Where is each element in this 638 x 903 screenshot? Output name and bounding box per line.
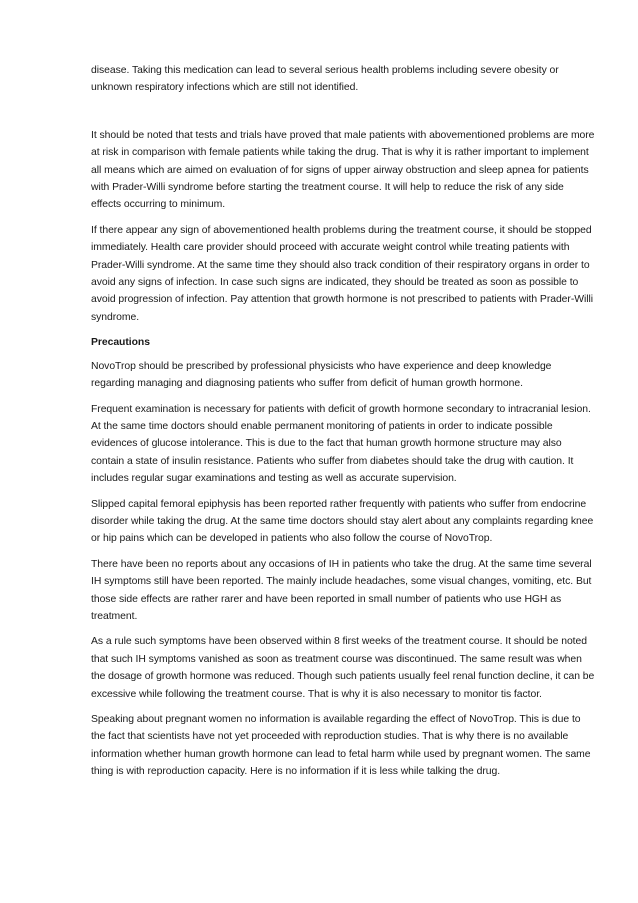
paragraph-epiphysis: Slipped capital femoral epiphysis has been reported rather frequently with patients who suffer from endocrine disorder while taking the drug. At the same time doctors should stay alert about any complaints regarding knee or hip pains which can be developed in patients who also follow the course of NovoTrop. xyxy=(91,498,594,545)
paragraph-examination: Frequent examination is necessary for patients with deficit of growth hormone secondary to intracranial lesion. At the same time doctors should enable permanent monitoring of patients in order to indicate possible evidences of glucose intolerance. This is due to the fact that human growth hormone structure may also contain a state of insulin resistance. Patients who suffer from diabetes should take the drug with caution. It includes regular sugar examinations and testing as well as accurate supervision. xyxy=(91,403,591,485)
paragraph-pregnancy: Speaking about pregnant women no information is available regarding the effect of NovoTrop. This is due to the fact that scientists have not yet proceeded with reproduction studies. That is why there is no available information whether human growth hormone can lead to fetal harm while used by pregnant women. The same thing is with reproduction capacity. Here is no information if it is less while talking the drug. xyxy=(91,714,591,778)
paragraph-airway-risk: It should be noted that tests and trials have proved that male patients with abovementioned problems are more at risk in comparison with female patients while taking the drug. That is why it is rather important to implement all means which are aimed on evaluation of for signs of upper airway obstruction and sleep apnea for patients with Prader-Willi syndrome before starting the treatment course. It will help to reduce the risk of any side effects occurring to minimum. xyxy=(91,129,595,211)
document-body xyxy=(91,62,596,789)
paragraph-continuation: disease. Taking this medication can lead to several serious health problems including severe obesity or unknown respiratory infections which are still not identified. xyxy=(91,65,559,94)
paragraph-stop-treatment: If there appear any sign of abovementioned health problems during the treatment course, it should be stopped immediately. Health care provider should proceed with accurate weight control while treating patients with Prader-Willi syndrome. At the same time they should also track condition of their respiratory organs in order to avoid any signs of infection. In case such signs are indicated, they should be treated as soon as possible to avoid progression of infection. Pay attention that growth hormone is not prescribed to patients with Prader-Willi syndrome. xyxy=(91,224,594,323)
section-heading-precautions: Precautions xyxy=(91,337,150,349)
paragraph-prescription: NovoTrop should be prescribed by professional physicists who have experience and deep knowledge regarding managing and diagnosing patients who suffer from deficit of human growth hormone. xyxy=(91,360,552,390)
paragraph-ih-reports: There have been no reports about any occasions of IH in patients who take the drug. At the same time several IH symptoms still have been reported. The mainly include headaches, some visual changes, vomiting, etc. But those side effects are rather rarer and have been reported in small number of patients who use HGH as treatment. xyxy=(91,558,592,622)
paragraph-ih-symptoms: As a rule such symptoms have been observed within 8 first weeks of the treatment course. It should be noted that such IH symptoms vanished as soon as treatment course was discontinued. The same result was when the dosage of growth hormone was reduced. Though such patients usually feel renal function decline, it can be excessive while following the treatment course. That is why it is also necessary to monitor tis factor. xyxy=(91,636,595,700)
